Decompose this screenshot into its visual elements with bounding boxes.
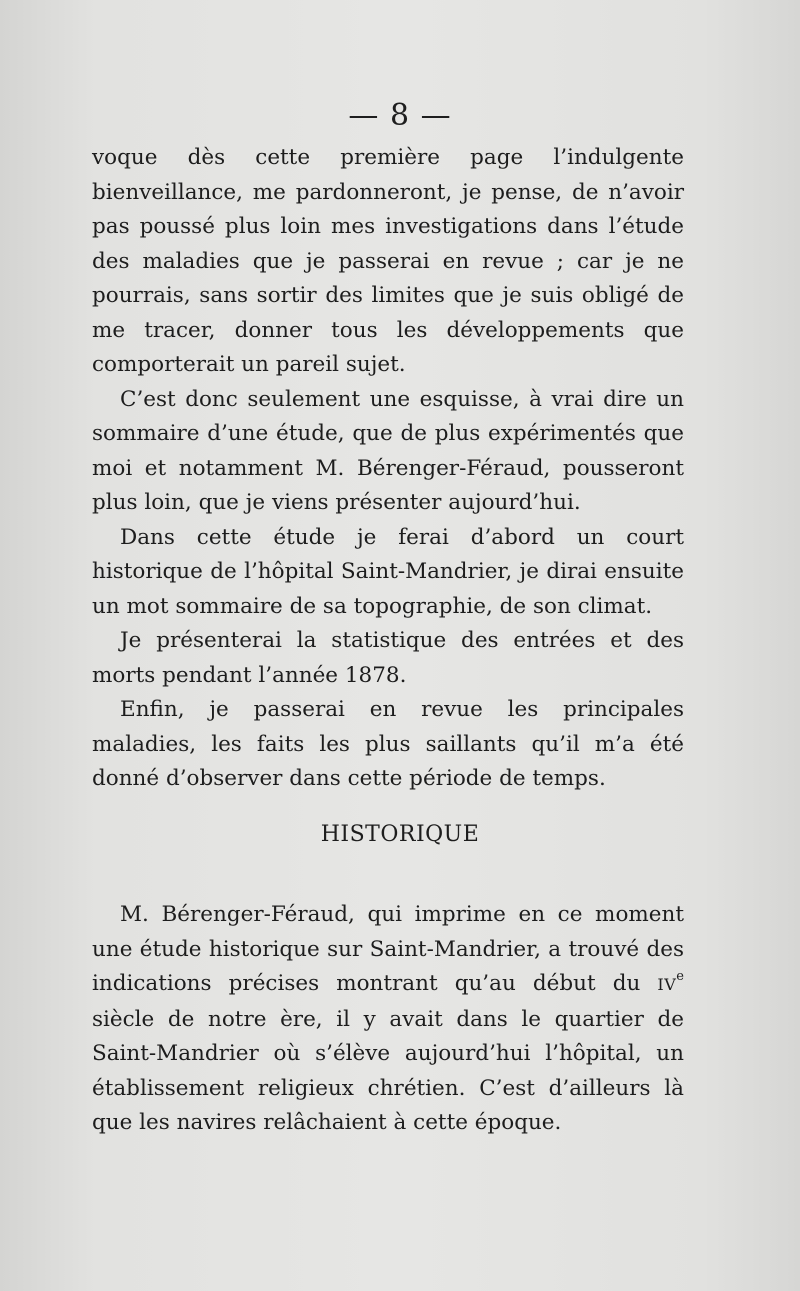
historique-text-end: siècle de notre ère, il y avait dans le quartier de Saint-Mandrier où s’élève aujourd’hui l’hôpital, un établissement religieux chrétien. C’est d’ailleurs là que les navires relâchaient à cette époque. xyxy=(92,1006,684,1135)
century-numeral: IV xyxy=(657,975,677,994)
page-number: — 8 — xyxy=(348,98,452,133)
historique-text xyxy=(92,898,684,1141)
paragraph-statistique: Je présenterai la statistique des entrées et des morts pendant l’année 1878. xyxy=(92,628,684,688)
paragraph-maladies: Enfin, je passerai en revue les principales maladies, les faits les plus saillants qu’il m’a été donné d’observer dans cette période de temps. xyxy=(92,697,684,791)
paragraph-esquisse: C’est donc seulement une esquisse, à vrai dire un sommaire d’une étude, que de plus expérimentés que moi et notamment M. Bérenger-Féraud, pousseront plus loin, que je viens présenter aujourd’hui. xyxy=(92,386,684,515)
paragraph-plan: Dans cette étude je ferai d’abord un court historique de l’hôpital Saint-Mandrier, je dirai ensuite un mot sommaire de sa topographie, de son climat. xyxy=(92,524,684,619)
century-superscript: e xyxy=(676,968,684,984)
introduction-text xyxy=(92,141,684,797)
historique-text-start: M. Bérenger-Féraud, qui imprime en ce moment une étude historique sur Saint-Mandrier, a trouvé des indications précises montrant qu’au début du xyxy=(92,902,684,996)
paragraph-historique xyxy=(92,898,684,1141)
paragraph-continuation: voque dès cette première page l’indulgente bienveillance, me pardonneront, je pense, de n’avoir pas poussé plus loin mes investigations dans l’étude des maladies que je passerai en revue ; car je ne pourrais, sans sortir des limites que je suis obligé de me tracer, donner tous les développements que comporterait un pareil sujet. xyxy=(92,145,684,377)
section-heading: HISTORIQUE xyxy=(320,822,480,847)
